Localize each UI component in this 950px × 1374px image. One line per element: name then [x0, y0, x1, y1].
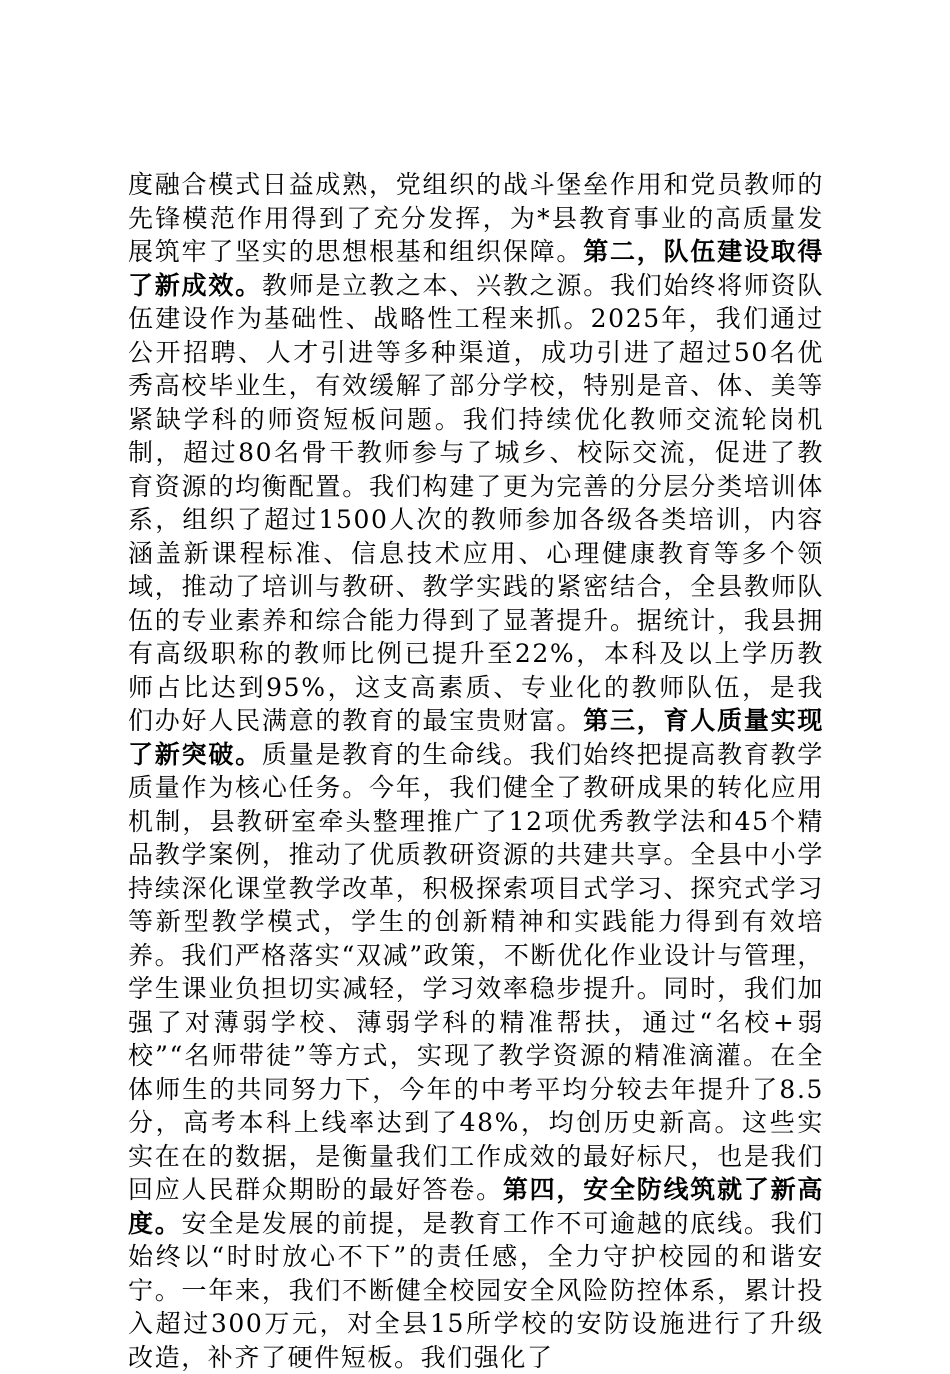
text-run: 教师是立教之本、兴教之源。我们始终将师资队伍建设作为基础性、战略性工程来抓。2025年，我们通过公开招聘、人才引进等多种渠道，成功引进了超过50名优秀高校毕业生，有效缓解了部分学校，特别是音、体、美等紧缺学科的师资短板问题。我们持续优化教师交流轮岗机制，超过80名骨干教师参与了城乡、校际交流，促进了教育资源的均衡配置。我们构建了更为完善的分层分类培训体系，组织了超过1500人次的教师参加各级各类培训，内容涵盖新课程标准、信息技术应用、心理健康教育等多个领域，推动了培训与教研、教学实践的紧密结合，全县教师队伍的专业素养和综合能力得到了显著提升。据统计，我县拥有高级职称的教师比例已提升至22%，本科及以上学历教师占比达到95%，这支高素质、专业化的教师队伍，是我们办好人民满意的教育的最宝贵财富。: [128, 270, 824, 735]
text-run: 度融合模式日益成熟，党组织的战斗堡垒作用和党员教师的先锋模范作用得到了充分发挥，为*县教育事业的高质量发展筑牢了坚实的思想根基和组织保障。: [128, 170, 824, 266]
section-heading-run: 第三，育人质量实现了新突破。: [128, 706, 824, 769]
section-heading-run: 第四，安全防线筑就了新高度。: [128, 1175, 825, 1238]
text-run: 安全是发展的前提，是教育工作不可逾越的底线。我们始终以“时时放心不下”的责任感，全力守护校园的和谐安宁。一年来，我们不断健全校园安全风险防控体系，累计投入超过300万元，对全县15所学校的安防设施进行了升级改造，补齐了硬件短板。我们强化了: [128, 1208, 825, 1372]
section-heading-run: 第二，队伍建设取得了新成效。: [128, 237, 824, 300]
text-run: 质量是教育的生命线。我们始终把提高教育教学质量作为核心任务。今年，我们健全了教研成果的转化应用机制，县教研室牵头整理推广了12项优秀教学法和45个精品教学案例，推动了优质教研资源的共建共享。全县中小学持续深化课堂教学改革，积极探索项目式学习、探究式学习等新型教学模式，学生的创新精神和实践能力得到有效培养。我们严格落实“双减”政策，不断优化作业设计与管理，学生课业负担切实减轻，学习效率稳步提升。同时，我们加强了对薄弱学校、薄弱学科的精准帮扶，通过“名校+弱校”“名师带徒”等方式，实现了教学资源的精准滴灌。在全体师生的共同努力下，今年的中考平均分较去年提升了8.5分，高考本科上线率达到了48%，均创历史新高。这些实实在在的数据，是衡量我们工作成效的最好标尺，也是我们回应人民群众期盼的最好答卷。: [128, 739, 824, 1204]
body-paragraph: [128, 168, 824, 1374]
